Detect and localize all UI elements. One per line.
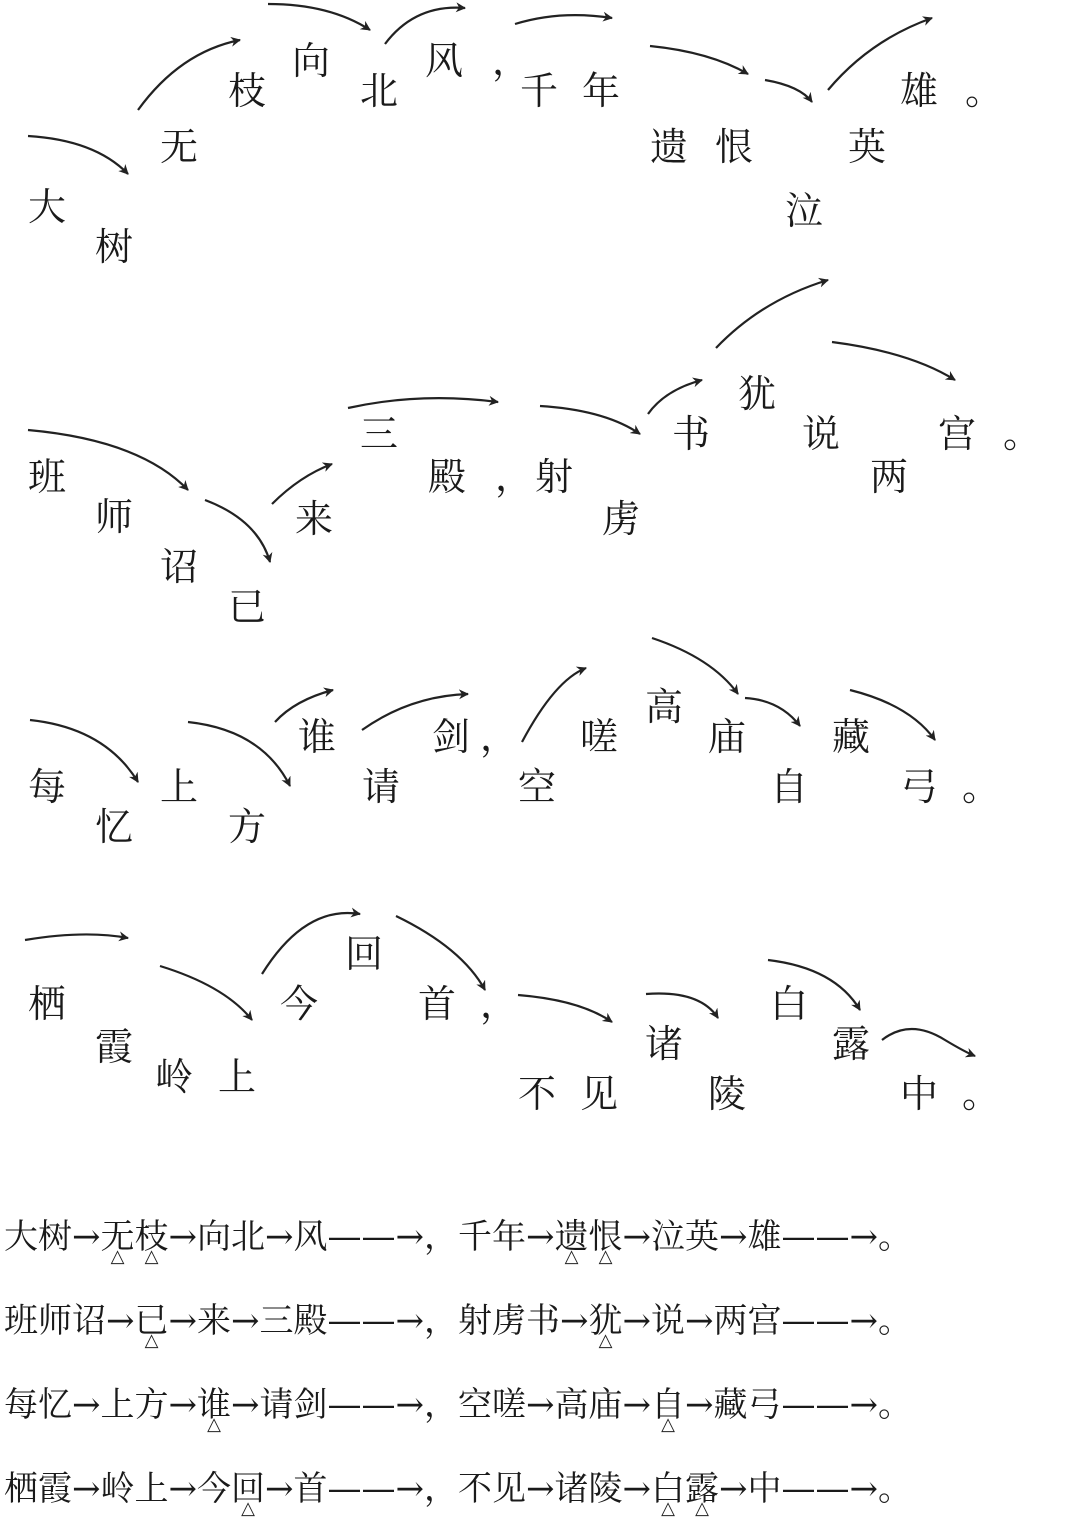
notation-char: 请 — [259, 1385, 294, 1425]
poem-char: 请 — [362, 765, 401, 809]
notation-char: 英 — [685, 1217, 719, 1257]
long-arrow: ——→ — [327, 1469, 424, 1509]
poem-char: 嗟 — [580, 715, 619, 759]
short-arrow: → — [231, 1385, 260, 1425]
poem-char: 自 — [770, 765, 809, 809]
poem-char: 剑 — [432, 715, 471, 759]
notation-char: 虏 — [492, 1301, 526, 1341]
pitch-arrow — [716, 280, 828, 348]
long-arrow: ——→ — [781, 1217, 878, 1257]
poem-char: 诸 — [645, 1022, 684, 1066]
poem-char: 已 — [228, 585, 267, 629]
notation-char: 殿 — [293, 1301, 328, 1341]
short-arrow: → — [622, 1469, 651, 1509]
poem-char: 千 — [520, 69, 559, 113]
stressed-char: 枝 △ — [135, 1210, 169, 1264]
pitch-arrow — [348, 398, 498, 408]
notation-char: 。 — [878, 1217, 912, 1257]
poem-char: 虏 — [602, 497, 641, 541]
punctuation: ， — [495, 455, 534, 499]
poem-char: 泣 — [785, 189, 824, 233]
notation-char: 雄 — [747, 1217, 782, 1257]
stressed-char: 已 △ — [135, 1294, 169, 1348]
notation-char: 年 — [492, 1217, 526, 1257]
poem-char: 上 — [160, 765, 199, 809]
short-arrow: → — [622, 1217, 651, 1257]
notation-char: 上 — [100, 1385, 135, 1425]
poem-char: 两 — [870, 455, 909, 499]
notation-char: 首 — [293, 1469, 328, 1509]
notation-char: 嗟 — [492, 1385, 526, 1425]
poem-char: 风 — [425, 39, 464, 83]
notation-char: 三 — [259, 1301, 294, 1341]
notation-char: 不 — [458, 1469, 492, 1509]
short-arrow: → — [265, 1469, 294, 1509]
poem-char: 今 — [280, 982, 319, 1026]
poem-char: 中 — [900, 1072, 939, 1116]
punctuation: ， — [492, 39, 531, 83]
pitch-arrow — [522, 668, 586, 742]
notation-char: 诏 — [72, 1301, 106, 1341]
short-arrow: → — [560, 1301, 589, 1341]
pitch-arrow — [268, 4, 370, 30]
pitch-arrow — [648, 380, 702, 414]
poem-char: 忆 — [95, 805, 134, 849]
stressed-char: 遗 △ — [555, 1210, 589, 1264]
long-arrow: ——→ — [781, 1469, 878, 1509]
punctuation: ， — [480, 982, 519, 1026]
long-arrow: ——→ — [781, 1301, 878, 1341]
poem-char: 大 — [28, 185, 67, 229]
stressed-char: 谁 △ — [197, 1378, 231, 1432]
notation-char: 射 — [458, 1301, 492, 1341]
pitch-arrow — [540, 406, 640, 434]
notation-char: 。 — [878, 1385, 912, 1425]
poem-char: 白 — [770, 982, 809, 1026]
notation-char: ， — [424, 1217, 458, 1257]
notation-line — [4, 1210, 912, 1264]
pitch-arrow — [882, 1029, 975, 1056]
notation-char: 。 — [878, 1469, 912, 1509]
notation-char: 弓 — [747, 1385, 782, 1425]
notation-char: 岭 — [100, 1469, 135, 1509]
poem-char: 藏 — [832, 715, 871, 759]
pitch-arrow — [515, 15, 612, 24]
poem-char: 露 — [832, 1022, 871, 1066]
pitch-arrow — [650, 46, 748, 74]
notation-char: 风 — [293, 1217, 328, 1257]
pitch-arrow — [832, 342, 955, 380]
notation-char: 剑 — [293, 1385, 328, 1425]
notation-char: 两 — [713, 1301, 748, 1341]
short-arrow: → — [719, 1217, 748, 1257]
poem-char: 每 — [28, 765, 67, 809]
notation-char: 师 — [38, 1301, 72, 1341]
stressed-char: 无 △ — [101, 1210, 135, 1264]
pitch-arrow — [160, 966, 252, 1020]
poem-char: 栖 — [28, 982, 67, 1026]
notation-char: 班 — [4, 1301, 38, 1341]
stressed-char: 恨 △ — [589, 1210, 623, 1264]
poem-char: 岭 — [155, 1055, 194, 1099]
stressed-char: 自 △ — [651, 1378, 685, 1432]
short-arrow: → — [72, 1385, 101, 1425]
notation-char: 栖 — [4, 1469, 38, 1509]
poem-char: 高 — [645, 685, 684, 729]
short-arrow: → — [72, 1217, 101, 1257]
short-arrow: → — [168, 1385, 197, 1425]
notation-char: 书 — [526, 1301, 560, 1341]
poem-char: 谁 — [298, 715, 337, 759]
long-arrow: ——→ — [327, 1217, 424, 1257]
stressed-char: 回 △ — [231, 1462, 265, 1516]
notation-char: 大 — [4, 1217, 38, 1257]
short-arrow: → — [685, 1301, 714, 1341]
poem-char: 射 — [535, 455, 574, 499]
long-arrow: ——→ — [327, 1385, 424, 1425]
short-arrow: → — [265, 1217, 294, 1257]
notation-char: 空 — [458, 1385, 492, 1425]
short-arrow: → — [168, 1217, 197, 1257]
pitch-arrow — [205, 500, 270, 562]
poem-char: 庙 — [708, 715, 747, 759]
notation-char: 说 — [651, 1301, 685, 1341]
poem-char: 恨 — [715, 125, 754, 169]
notation-char: 高 — [554, 1385, 589, 1425]
punctuation: 。 — [962, 1072, 1001, 1116]
notation-char: ， — [424, 1385, 458, 1425]
long-arrow: ——→ — [781, 1385, 878, 1425]
poem-char: 不 — [518, 1072, 557, 1116]
poem-char: 三 — [360, 412, 399, 456]
short-arrow: → — [106, 1301, 135, 1341]
short-arrow: → — [72, 1469, 101, 1509]
notation-char: 藏 — [713, 1385, 748, 1425]
poem-char: 来 — [295, 497, 334, 541]
notation-char: 上 — [134, 1469, 169, 1509]
notation-char: 宫 — [747, 1301, 782, 1341]
pitch-arrow — [28, 136, 128, 174]
notation-line — [4, 1294, 912, 1348]
punctuation: 。 — [962, 765, 1001, 809]
poem-char: 霞 — [95, 1025, 134, 1069]
poem-char: 年 — [582, 69, 621, 113]
notation-char: 北 — [231, 1217, 265, 1257]
poem-char: 向 — [292, 39, 331, 83]
poem-char: 回 — [345, 932, 384, 976]
poem-char: 弓 — [900, 765, 939, 809]
long-arrow: ——→ — [327, 1301, 424, 1341]
notation-char: 陵 — [588, 1469, 623, 1509]
short-arrow: → — [168, 1469, 197, 1509]
notation-char: ， — [424, 1301, 458, 1341]
poem-char: 北 — [360, 69, 399, 113]
pitch-arrow — [765, 80, 812, 102]
poem-char: 书 — [672, 412, 711, 456]
poem-char: 遗 — [650, 125, 689, 169]
poem-char: 方 — [228, 805, 267, 849]
poem-char: 师 — [95, 495, 134, 539]
short-arrow: → — [685, 1385, 714, 1425]
punctuation: ， — [480, 715, 519, 759]
short-arrow: → — [168, 1301, 197, 1341]
notation-line — [4, 1462, 912, 1516]
notation-char: 千 — [458, 1217, 492, 1257]
poem-char: 首 — [418, 982, 457, 1026]
short-arrow: → — [719, 1469, 748, 1509]
notation-char: 来 — [197, 1301, 231, 1341]
stressed-char: 露 △ — [685, 1462, 719, 1516]
short-arrow: → — [622, 1385, 651, 1425]
poem-char: 班 — [28, 455, 67, 499]
short-arrow: → — [526, 1469, 555, 1509]
pitch-arrow — [25, 934, 128, 940]
pitch-arrow — [518, 995, 612, 1022]
poem-char: 无 — [160, 125, 199, 169]
notation-char: 诸 — [554, 1469, 589, 1509]
poem-char: 陵 — [708, 1072, 747, 1116]
poem-char: 雄 — [900, 69, 939, 113]
poem-char: 树 — [95, 225, 134, 269]
punctuation: 。 — [965, 69, 1004, 113]
stressed-char: 犹 △ — [589, 1294, 623, 1348]
stressed-char: 白 △ — [651, 1462, 685, 1516]
poem-char: 诏 — [160, 545, 199, 589]
notation-char: ， — [424, 1469, 458, 1509]
notation-char: 霞 — [38, 1469, 72, 1509]
poem-char: 空 — [518, 765, 557, 809]
notation-char: 忆 — [38, 1385, 72, 1425]
notation-char: 向 — [197, 1217, 231, 1257]
pitch-arrow — [745, 698, 800, 726]
poem-char: 见 — [580, 1072, 619, 1116]
poem-char: 宫 — [938, 412, 977, 456]
punctuation: 。 — [1003, 412, 1042, 456]
short-arrow: → — [231, 1301, 260, 1341]
short-arrow: → — [622, 1301, 651, 1341]
poem-char: 殿 — [428, 455, 467, 499]
notation-char: 泣 — [651, 1217, 685, 1257]
short-arrow: → — [526, 1217, 555, 1257]
poem-char: 犹 — [738, 372, 777, 416]
poem-char: 上 — [218, 1055, 257, 1099]
pitch-arrow — [138, 40, 240, 110]
pitch-arrow — [188, 722, 290, 786]
pitch-arrow — [396, 916, 485, 990]
notation-char: 中 — [747, 1469, 782, 1509]
notation-char: 每 — [4, 1385, 38, 1425]
poem-char: 说 — [802, 412, 841, 456]
notation-char: 方 — [134, 1385, 169, 1425]
notation-char: 庙 — [588, 1385, 623, 1425]
notation-char: 。 — [878, 1301, 912, 1341]
notation-char: 见 — [492, 1469, 526, 1509]
notation-char: 树 — [38, 1217, 72, 1257]
notation-line — [4, 1378, 912, 1432]
poem-char: 枝 — [228, 69, 267, 113]
poem-char: 英 — [848, 125, 887, 169]
notation-char: 今 — [197, 1469, 231, 1509]
short-arrow: → — [526, 1385, 555, 1425]
pitch-arrow — [646, 994, 718, 1019]
